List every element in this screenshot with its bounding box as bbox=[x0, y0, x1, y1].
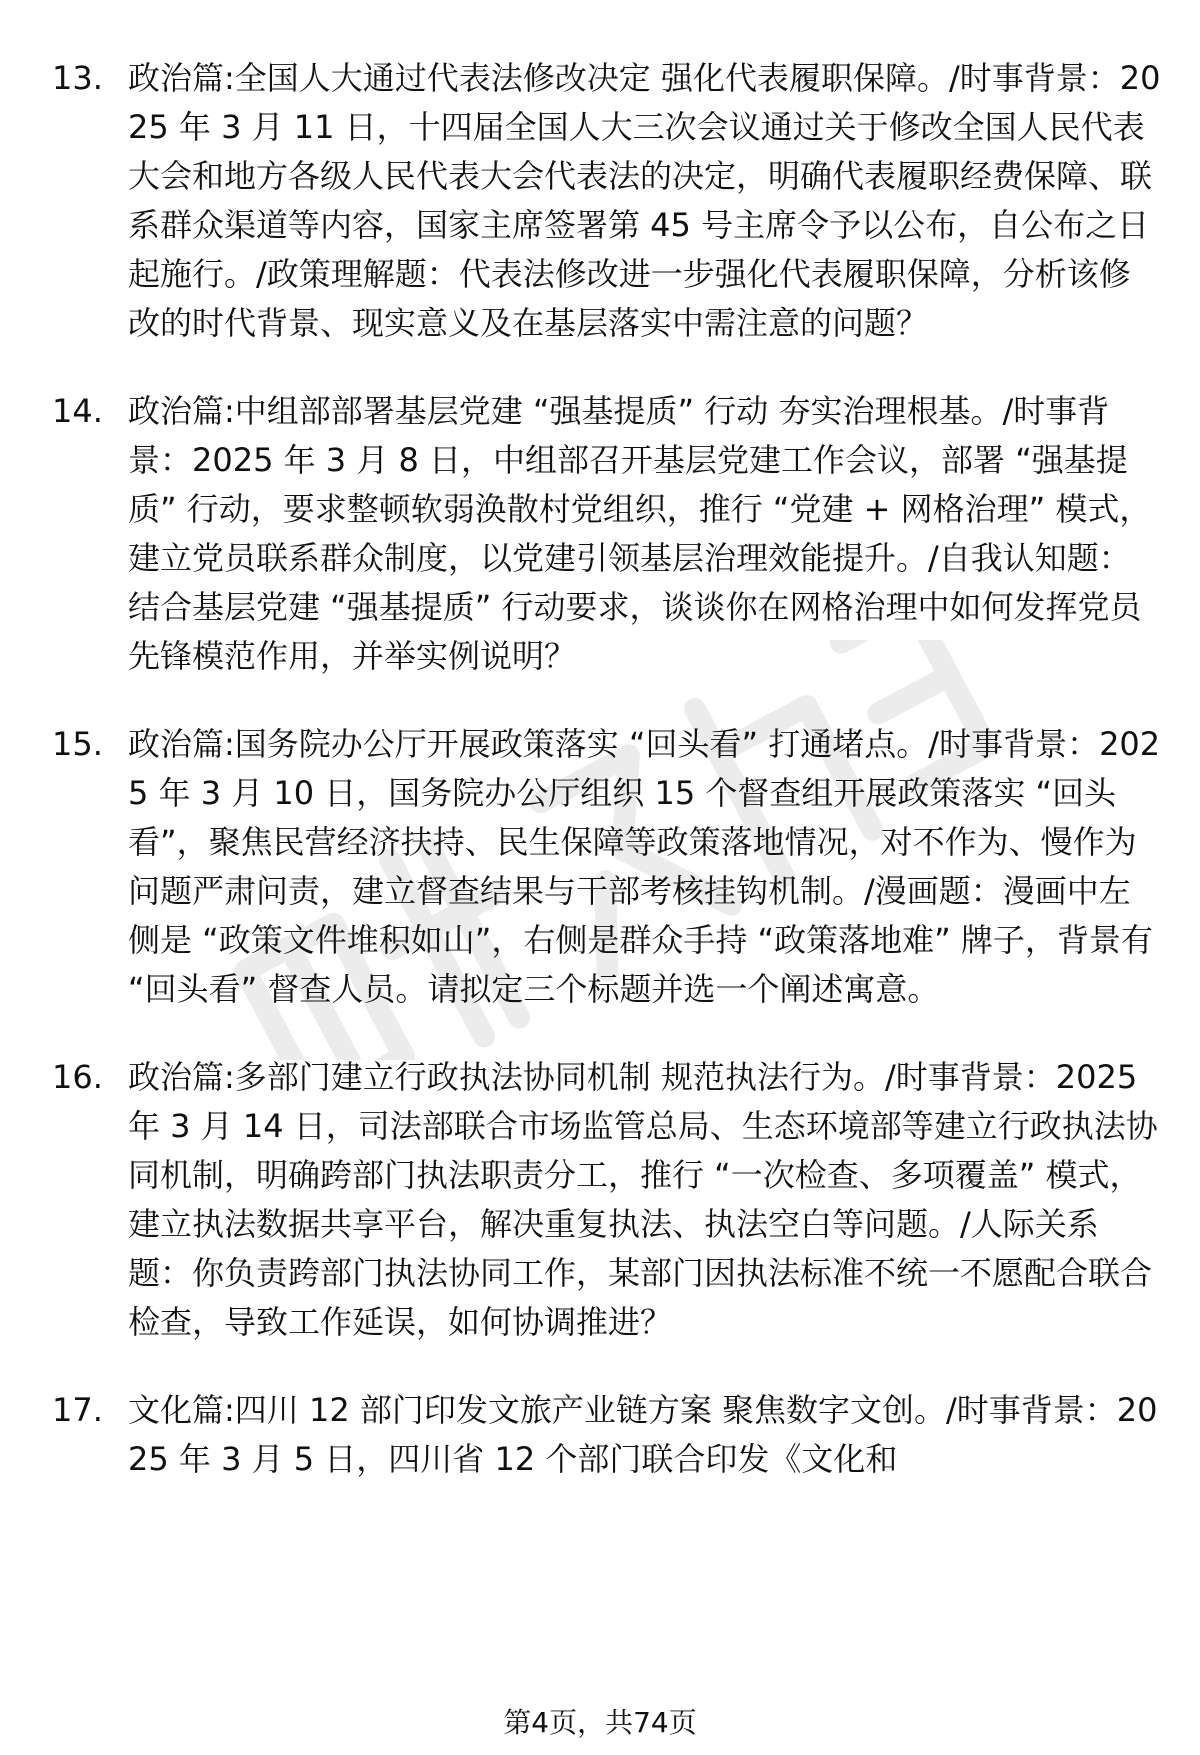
question-item-16 bbox=[52, 1053, 1162, 1347]
page-number-label: 第4页，共74页 bbox=[503, 1706, 697, 1739]
question-item-17 bbox=[52, 1386, 1162, 1484]
question-list bbox=[52, 54, 1162, 1523]
question-text: 政治篇:国务院办公厅开展政策落实 “回头看” 打通堵点。/时事背景：2025 年 3 月 10 日，国务院办公厅组织 15 个督查组开展政策落实 “回头看”，聚焦民营经济扶持、民生保障等政策落地情况，对不作为、慢作为问题严肃问责，建立督查结果与干部考核挂钩机制。/漫画题：漫画中左侧是 “政策文件堆积如山”，右侧是群众手持 “政策落地难” 牌子，背景有 “回头看” 督查人员。请拟定三个标题并选一个阐述寓意。 bbox=[128, 725, 1161, 1008]
question-item-13 bbox=[52, 54, 1162, 348]
question-item-15 bbox=[52, 720, 1162, 1014]
question-text: 政治篇:多部门建立行政执法协同机制 规范执法行为。/时事背景：2025 年 3 月 14 日，司法部联合市场监管总局、生态环境部等建立行政执法协同机制，明确跨部门执法职责分工，推行 “一次检查、多项覆盖” 模式，建立执法数据共享平台，解决重复执法、执法空白等问题。/人际关系题：你负责跨部门执法协同工作，某部门因执法标准不统一不愿配合联合检查，导致工作延误，如何协调推进？ bbox=[128, 1058, 1158, 1341]
page-footer bbox=[0, 1706, 1200, 1740]
question-number: 17. bbox=[52, 1391, 103, 1429]
question-number: 16. bbox=[52, 1058, 103, 1096]
question-text: 政治篇:中组部部署基层党建 “强基提质” 行动 夯实治理根基。/时事背景：2025 年 3 月 8 日，中组部召开基层党建工作会议，部署 “强基提质” 行动，要求整顿软弱涣散村党组织，推行 “党建 + 网格治理” 模式，建立党员联系群众制度，以党建引领基层治理效能提升。/自我认知题：结合基层党建 “强基提质” 行动要求，谈谈你在网格治理中如何发挥党员先锋模范作用，并举实例说明？ bbox=[128, 392, 1152, 675]
question-text: 文化篇:四川 12 部门印发文旅产业链方案 聚焦数字文创。/时事背景：2025 年 3 月 5 日，四川省 12 个部门联合印发《文化和 bbox=[128, 1391, 1158, 1478]
question-number: 13. bbox=[52, 59, 103, 97]
question-number: 14. bbox=[52, 392, 103, 430]
question-text: 政治篇:全国人大通过代表法修改决定 强化代表履职保障。/时事背景：2025 年 3 月 11 日，十四届全国人大三次会议通过关于修改全国人民代表大会和地方各级人民代表大会代表法的决定，明确代表履职经费保障、联系群众渠道等内容，国家主席签署第 45 号主席令予以公布，自公布之日起施行。/政策理解题：代表法修改进一步强化代表履职保障，分析该修改的时代背景、现实意义及在基层落实中需注意的问题？ bbox=[128, 59, 1161, 342]
question-item-14 bbox=[52, 387, 1162, 681]
question-number: 15. bbox=[52, 725, 103, 763]
